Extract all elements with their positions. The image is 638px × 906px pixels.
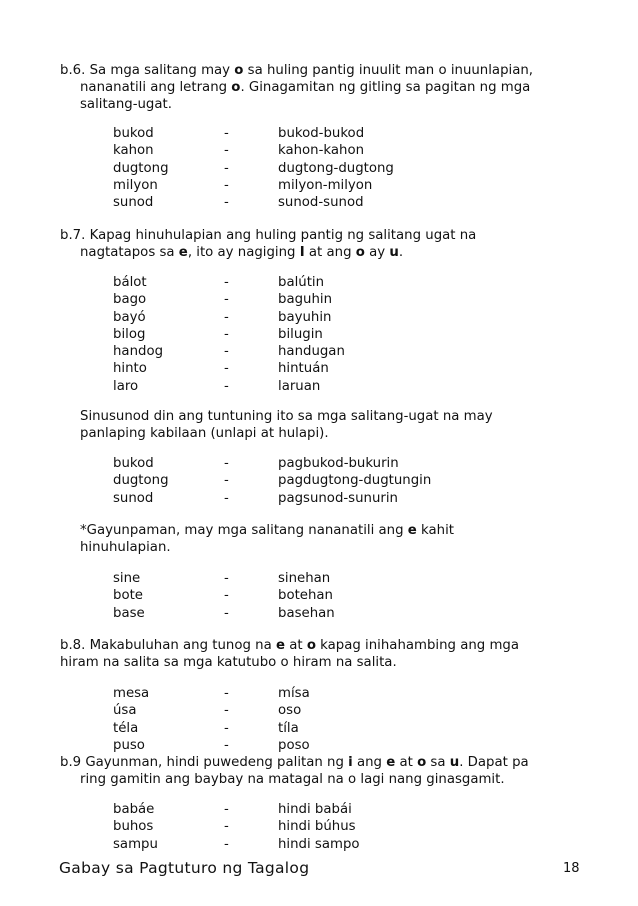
text-run: . Dapat pa: [459, 755, 529, 770]
word-pair-row: [0, 309, 638, 326]
text-run: at: [284, 638, 307, 653]
root-word: sampu: [113, 836, 158, 852]
derived-word: balútin: [278, 275, 325, 290]
root-word: úsa: [113, 703, 137, 719]
derived-word: handugan: [278, 344, 345, 360]
text-run: , ito ay nagiging: [187, 245, 300, 260]
bold-letter: e: [386, 755, 396, 770]
word-pair-row: [0, 274, 638, 291]
bold-letter: u: [449, 755, 460, 770]
bold-letter: e: [407, 523, 417, 538]
root-word: dugtong: [113, 160, 169, 176]
derived-word: baguhin: [278, 292, 333, 308]
rule-b9-line1: [60, 754, 580, 771]
word-pair-row: [0, 570, 638, 587]
rule-b9-text: [60, 754, 580, 788]
root-word: sunod: [113, 195, 154, 211]
word-pair-row: [0, 685, 638, 702]
root-word: bote: [113, 588, 143, 604]
root-word: milyon: [113, 177, 158, 193]
bold-letter: o: [417, 755, 427, 770]
word-pair-row: [0, 291, 638, 308]
word-pair-row: [0, 818, 638, 835]
derived-word: mísa: [278, 686, 310, 701]
derived-word: basehan: [278, 605, 335, 621]
root-word: babáe: [113, 802, 155, 817]
separator-dash: -: [224, 292, 229, 308]
separator-dash: -: [224, 490, 229, 506]
derived-word: poso: [278, 737, 310, 753]
derived-word: hindi búhus: [278, 819, 356, 835]
note2-line2: hinuhulapian.: [80, 540, 171, 555]
word-pair-row: [0, 490, 638, 507]
separator-dash: -: [224, 195, 229, 211]
root-word: dugtong: [113, 473, 169, 489]
text-run: kapag inihahambing ang mga: [315, 638, 519, 653]
separator-dash: -: [224, 737, 229, 753]
separator-dash: -: [224, 819, 229, 835]
separator-dash: -: [224, 160, 229, 176]
rule-b7-text: [60, 227, 580, 261]
root-word: bilog: [113, 326, 146, 342]
root-word: sine: [113, 571, 141, 586]
root-word: hinto: [113, 361, 147, 377]
rule-b7-note2: [80, 522, 580, 556]
footer-title: Gabay sa Pagtuturo ng Tagalog: [59, 859, 310, 877]
separator-dash: -: [224, 703, 229, 719]
root-word: bago: [113, 292, 147, 308]
separator-dash: -: [224, 473, 229, 489]
note1-line1: Sinusunod din ang tuntuning ito sa mga salitang-ugat na may: [80, 409, 493, 424]
derived-word: pagdugtong-dugtungin: [278, 473, 432, 489]
derived-word: botehan: [278, 588, 333, 604]
derived-word: hindi sampo: [278, 836, 360, 852]
bold-letter: e: [178, 245, 188, 260]
word-pair-row: [0, 587, 638, 604]
separator-dash: -: [224, 344, 229, 360]
separator-dash: -: [224, 143, 229, 159]
derived-word: pagsunod-sunurin: [278, 490, 398, 506]
word-pair-row: [0, 177, 638, 194]
separator-dash: -: [224, 720, 229, 736]
derived-word: milyon-milyon: [278, 177, 373, 193]
separator-dash: -: [224, 456, 229, 471]
root-word: téla: [113, 720, 139, 736]
word-pair-row: [0, 125, 638, 142]
separator-dash: -: [224, 309, 229, 325]
root-word: base: [113, 605, 145, 621]
rule-b6-line3: salitang-ugat.: [80, 97, 172, 112]
word-list-b7-exceptions: [0, 570, 638, 622]
note2-line1: [80, 522, 580, 539]
word-list-b6: [0, 125, 638, 211]
text-run: nagtatapos sa: [80, 245, 179, 260]
separator-dash: -: [224, 605, 229, 621]
separator-dash: -: [224, 571, 229, 586]
derived-word: tíla: [278, 720, 299, 736]
bold-letter: o: [234, 63, 244, 78]
word-pair-row: [0, 472, 638, 489]
separator-dash: -: [224, 588, 229, 604]
text-run: *Gayunpaman, may mga salitang nananatili ang: [80, 523, 408, 538]
bold-letter: o: [355, 245, 365, 260]
bold-letter: o: [231, 80, 241, 95]
text-run: ang: [352, 755, 387, 770]
root-word: buhos: [113, 819, 154, 835]
word-pair-row: [0, 720, 638, 737]
page-number: 18: [563, 861, 580, 876]
derived-word: kahon-kahon: [278, 143, 365, 159]
bold-letter: i: [348, 755, 353, 770]
word-list-b7-affixed: [0, 455, 638, 507]
text-run: nananatili ang letrang: [80, 80, 232, 95]
text-run: b.9 Gayunman, hindi puwedeng palitan ng: [60, 755, 349, 770]
derived-word: bilugin: [278, 326, 323, 342]
text-run: sa huling pantig inuulit man o inuunlapian,: [243, 63, 534, 78]
bold-letter: I: [299, 245, 305, 260]
word-pair-row: [0, 343, 638, 360]
root-word: bukod: [113, 456, 154, 471]
text-run: at: [395, 755, 418, 770]
text-run: . Ginagamitan ng gitling sa pagitan ng mga: [240, 80, 531, 95]
word-pair-row: [0, 142, 638, 159]
derived-word: laruan: [278, 378, 321, 394]
word-pair-row: [0, 836, 638, 853]
derived-word: bayuhin: [278, 309, 332, 325]
rule-b8-line1: [60, 637, 580, 654]
word-pair-row: [0, 737, 638, 754]
derived-word: dugtong-dugtong: [278, 160, 394, 176]
bold-letter: e: [275, 638, 285, 653]
rule-b6-line2: [60, 79, 580, 96]
word-pair-row: [0, 194, 638, 211]
separator-dash: -: [224, 686, 229, 701]
derived-word: hintuán: [278, 361, 329, 377]
root-word: sunod: [113, 490, 154, 506]
root-word: kahon: [113, 143, 154, 159]
word-pair-row: [0, 378, 638, 395]
separator-dash: -: [224, 361, 229, 377]
derived-word: oso: [278, 703, 302, 719]
root-word: puso: [113, 737, 145, 753]
derived-word: pagbukod-bukurin: [278, 456, 399, 471]
separator-dash: -: [224, 126, 229, 141]
root-word: bálot: [113, 275, 147, 290]
word-pair-row: [0, 160, 638, 177]
separator-dash: -: [224, 275, 229, 290]
bold-letter: o: [306, 638, 316, 653]
bold-letter: u: [389, 245, 399, 260]
rule-b6-line1: [60, 62, 580, 79]
rule-b7-line1: b.7. Kapag hinuhulapian ang huling pantig ng salitang ugat na: [60, 228, 477, 243]
text-run: at ang: [304, 245, 356, 260]
word-pair-row: [0, 455, 638, 472]
text-run: b.6. Sa mga salitang may: [60, 63, 235, 78]
rule-b8-text: [60, 637, 580, 671]
rule-b6-text: [60, 62, 580, 113]
rule-b7-line2: [60, 244, 580, 261]
word-pair-row: [0, 326, 638, 343]
root-word: laro: [113, 378, 139, 394]
text-run: ay: [364, 245, 390, 260]
root-word: bayó: [113, 309, 146, 325]
word-list-b9: [0, 801, 638, 853]
separator-dash: -: [224, 836, 229, 852]
word-pair-row: [0, 605, 638, 622]
root-word: handog: [113, 344, 164, 360]
root-word: bukod: [113, 126, 154, 141]
derived-word: sunod-sunod: [278, 195, 364, 211]
rule-b8-line2: hiram na salita sa mga katutubo o hiram na salita.: [60, 655, 397, 670]
word-list-b8: [0, 685, 638, 754]
root-word: mesa: [113, 686, 150, 701]
rule-b7-note1: [80, 408, 580, 442]
separator-dash: -: [224, 326, 229, 342]
rule-b9-line2: ring gamitin ang baybay na matagal na o lagi nang ginasgamit.: [80, 772, 505, 787]
derived-word: bukod-bukod: [278, 126, 365, 141]
derived-word: hindi babái: [278, 802, 352, 817]
text-run: b.8. Makabuluhan ang tunog na: [60, 638, 276, 653]
text-run: .: [398, 245, 404, 260]
word-list-b7: [0, 274, 638, 395]
note1-line2: panlaping kabilaan (unlapi at hulapi).: [80, 426, 329, 441]
word-pair-row: [0, 360, 638, 377]
separator-dash: -: [224, 177, 229, 193]
separator-dash: -: [224, 378, 229, 394]
word-pair-row: [0, 801, 638, 818]
text-run: kahit: [416, 523, 454, 538]
separator-dash: -: [224, 802, 229, 817]
derived-word: sinehan: [278, 571, 331, 586]
text-run: sa: [426, 755, 450, 770]
word-pair-row: [0, 702, 638, 719]
